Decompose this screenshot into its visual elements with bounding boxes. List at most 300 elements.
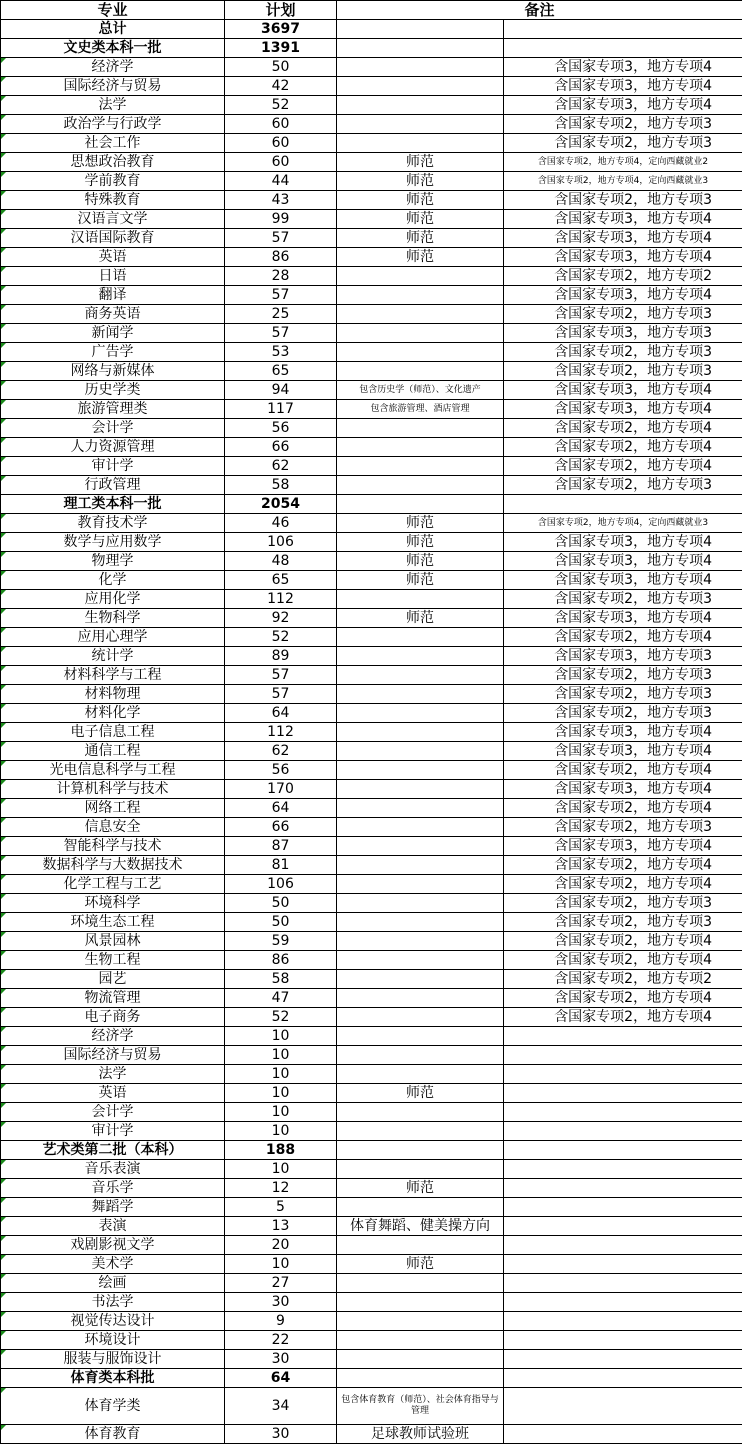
plan-cell: 94 <box>225 381 337 400</box>
sub-cell <box>337 685 504 704</box>
sub-cell: 师范 <box>337 571 504 590</box>
plan-cell: 50 <box>225 58 337 77</box>
major-cell: 总计 <box>1 20 225 39</box>
plan-cell: 89 <box>225 647 337 666</box>
sub-cell <box>337 799 504 818</box>
sub-cell <box>337 438 504 457</box>
plan-cell: 10 <box>225 1046 337 1065</box>
major-cell: 音乐学 <box>1 1179 225 1198</box>
major-cell: 新闻学 <box>1 324 225 343</box>
plan-cell: 66 <box>225 818 337 837</box>
major-cell: 英语 <box>1 1084 225 1103</box>
note-cell <box>504 1274 742 1293</box>
sub-cell <box>337 343 504 362</box>
plan-cell: 57 <box>225 286 337 305</box>
plan-cell: 44 <box>225 172 337 191</box>
plan-cell: 58 <box>225 970 337 989</box>
plan-cell: 56 <box>225 761 337 780</box>
header-row <box>1 1 742 20</box>
plan-cell: 10 <box>225 1160 337 1179</box>
plan-cell: 30 <box>225 1350 337 1369</box>
major-cell: 环境科学 <box>1 894 225 913</box>
major-cell: 法学 <box>1 1065 225 1084</box>
table-row <box>1 704 742 723</box>
sub-cell <box>337 1065 504 1084</box>
plan-cell: 53 <box>225 343 337 362</box>
sub-cell <box>337 20 504 39</box>
major-cell: 化学 <box>1 571 225 590</box>
table-row <box>1 1103 742 1122</box>
plan-cell: 1391 <box>225 39 337 58</box>
table-row <box>1 1331 742 1350</box>
plan-cell: 28 <box>225 267 337 286</box>
table-row <box>1 77 742 96</box>
plan-cell: 9 <box>225 1312 337 1331</box>
major-cell: 物流管理 <box>1 989 225 1008</box>
note-cell: 含国家专项2，地方专项3 <box>504 913 742 932</box>
note-cell: 含国家专项2，地方专项4 <box>504 628 742 647</box>
section-row <box>1 1141 742 1160</box>
note-cell <box>504 1236 742 1255</box>
note-cell: 含国家专项3，地方专项4 <box>504 229 742 248</box>
sub-cell: 师范 <box>337 210 504 229</box>
sub-cell <box>337 1198 504 1217</box>
sub-cell <box>337 723 504 742</box>
plan-cell: 64 <box>225 1369 337 1388</box>
table-row <box>1 837 742 856</box>
major-cell: 审计学 <box>1 1122 225 1141</box>
table-row <box>1 115 742 134</box>
note-cell: 含国家专项2，地方专项3 <box>504 115 742 134</box>
plan-cell: 52 <box>225 96 337 115</box>
plan-cell: 12 <box>225 1179 337 1198</box>
note-cell: 含国家专项3，地方专项4 <box>504 210 742 229</box>
table-row <box>1 799 742 818</box>
table-row <box>1 1046 742 1065</box>
table-row <box>1 1217 742 1236</box>
note-cell <box>504 1255 742 1274</box>
sub-cell: 师范 <box>337 191 504 210</box>
plan-cell: 10 <box>225 1103 337 1122</box>
major-cell: 材料物理 <box>1 685 225 704</box>
plan-cell: 46 <box>225 514 337 533</box>
major-cell: 审计学 <box>1 457 225 476</box>
table-row <box>1 343 742 362</box>
note-cell <box>504 1084 742 1103</box>
note-cell: 含国家专项3，地方专项3 <box>504 647 742 666</box>
major-cell: 书法学 <box>1 1293 225 1312</box>
major-cell: 舞蹈学 <box>1 1198 225 1217</box>
plan-cell: 60 <box>225 134 337 153</box>
plan-cell: 99 <box>225 210 337 229</box>
table-row <box>1 780 742 799</box>
note-cell: 含国家专项2，地方专项4 <box>504 989 742 1008</box>
note-cell: 含国家专项3，地方专项4 <box>504 286 742 305</box>
plan-cell: 62 <box>225 457 337 476</box>
note-cell: 含国家专项2，地方专项3 <box>504 666 742 685</box>
note-cell: 含国家专项2，地方专项4 <box>504 438 742 457</box>
note-cell: 含国家专项3，地方专项4 <box>504 609 742 628</box>
major-cell: 化学工程与工艺 <box>1 875 225 894</box>
table-row <box>1 248 742 267</box>
note-cell <box>504 39 742 58</box>
plan-cell: 25 <box>225 305 337 324</box>
note-cell <box>504 1198 742 1217</box>
plan-cell: 60 <box>225 115 337 134</box>
note-cell: 含国家专项2，地方专项2 <box>504 267 742 286</box>
sub-cell: 足球教师试验班 <box>337 1425 504 1444</box>
plan-cell: 57 <box>225 324 337 343</box>
table-row <box>1 666 742 685</box>
table-row <box>1 894 742 913</box>
major-cell: 社会工作 <box>1 134 225 153</box>
table-row <box>1 286 742 305</box>
major-cell: 历史学类 <box>1 381 225 400</box>
sub-cell <box>337 704 504 723</box>
sub-cell <box>337 1350 504 1369</box>
plan-cell: 86 <box>225 951 337 970</box>
plan-cell: 50 <box>225 913 337 932</box>
sub-cell: 包含体育教育（师范）、社会体育指导与管理 <box>337 1388 504 1425</box>
major-cell: 应用心理学 <box>1 628 225 647</box>
major-cell: 音乐表演 <box>1 1160 225 1179</box>
table-row <box>1 1312 742 1331</box>
table-row <box>1 723 742 742</box>
plan-cell: 64 <box>225 799 337 818</box>
major-cell: 生物科学 <box>1 609 225 628</box>
plan-cell: 47 <box>225 989 337 1008</box>
note-cell: 含国家专项3，地方专项4 <box>504 58 742 77</box>
note-cell <box>504 1065 742 1084</box>
note-cell: 含国家专项2，地方专项4 <box>504 419 742 438</box>
note-cell: 含国家专项3，地方专项4 <box>504 96 742 115</box>
sub-cell <box>337 1312 504 1331</box>
note-cell: 含国家专项2，地方专项3 <box>504 818 742 837</box>
sub-cell <box>337 286 504 305</box>
major-cell: 日语 <box>1 267 225 286</box>
table-row <box>1 875 742 894</box>
major-cell: 戏剧影视文学 <box>1 1236 225 1255</box>
sub-cell <box>337 1008 504 1027</box>
table-row <box>1 191 742 210</box>
table-row <box>1 1274 742 1293</box>
major-cell: 智能科学与技术 <box>1 837 225 856</box>
section-row <box>1 39 742 58</box>
plan-cell: 66 <box>225 438 337 457</box>
major-cell: 行政管理 <box>1 476 225 495</box>
table-row <box>1 438 742 457</box>
note-cell: 含国家专项2，地方专项4，定向西藏就业3 <box>504 514 742 533</box>
plan-cell: 59 <box>225 932 337 951</box>
table-row <box>1 153 742 172</box>
sub-cell <box>337 666 504 685</box>
major-cell: 学前教育 <box>1 172 225 191</box>
table-row <box>1 1350 742 1369</box>
note-cell <box>504 1350 742 1369</box>
plan-cell: 34 <box>225 1388 337 1425</box>
sub-cell <box>337 913 504 932</box>
table-row <box>1 1255 742 1274</box>
note-cell: 含国家专项3，地方专项4 <box>504 533 742 552</box>
table-row <box>1 1388 742 1425</box>
major-cell: 美术学 <box>1 1255 225 1274</box>
total-row <box>1 20 742 39</box>
sub-cell <box>337 1141 504 1160</box>
sub-cell <box>337 837 504 856</box>
table-row <box>1 381 742 400</box>
table-row <box>1 1160 742 1179</box>
section-row <box>1 1369 742 1388</box>
note-cell: 含国家专项2，地方专项4，定向西藏就业2 <box>504 153 742 172</box>
sub-cell <box>337 1274 504 1293</box>
note-cell: 含国家专项2，地方专项4 <box>504 932 742 951</box>
sub-cell <box>337 894 504 913</box>
plan-cell: 65 <box>225 362 337 381</box>
sub-cell <box>337 647 504 666</box>
major-cell: 经济学 <box>1 58 225 77</box>
sub-cell <box>337 1122 504 1141</box>
table-row <box>1 419 742 438</box>
major-cell: 思想政治教育 <box>1 153 225 172</box>
table-row <box>1 96 742 115</box>
header-plan: 计划 <box>225 1 337 20</box>
table-row <box>1 533 742 552</box>
sub-cell <box>337 932 504 951</box>
plan-cell: 81 <box>225 856 337 875</box>
note-cell <box>504 1425 742 1444</box>
note-cell: 含国家专项3，地方专项3 <box>504 324 742 343</box>
sub-cell <box>337 742 504 761</box>
sub-cell: 师范 <box>337 514 504 533</box>
note-cell: 含国家专项2，地方专项3 <box>504 191 742 210</box>
plan-cell: 87 <box>225 837 337 856</box>
major-cell: 网络工程 <box>1 799 225 818</box>
table-row <box>1 647 742 666</box>
note-cell: 含国家专项3，地方专项4 <box>504 837 742 856</box>
major-cell: 旅游管理类 <box>1 400 225 419</box>
table-row <box>1 628 742 647</box>
note-cell <box>504 1027 742 1046</box>
note-cell <box>504 1369 742 1388</box>
sub-cell: 师范 <box>337 552 504 571</box>
note-cell: 含国家专项3，地方专项4 <box>504 248 742 267</box>
plan-cell: 57 <box>225 229 337 248</box>
header-remark: 备注 <box>337 1 742 20</box>
note-cell: 含国家专项2，地方专项3 <box>504 134 742 153</box>
plan-cell: 30 <box>225 1425 337 1444</box>
table-row <box>1 1008 742 1027</box>
plan-cell: 92 <box>225 609 337 628</box>
table-row <box>1 761 742 780</box>
major-cell: 统计学 <box>1 647 225 666</box>
plan-cell: 62 <box>225 742 337 761</box>
sub-cell <box>337 305 504 324</box>
table-row <box>1 552 742 571</box>
note-cell: 含国家专项3，地方专项4 <box>504 552 742 571</box>
note-cell: 含国家专项3，地方专项4 <box>504 742 742 761</box>
sub-cell <box>337 1160 504 1179</box>
major-cell: 英语 <box>1 248 225 267</box>
note-cell: 含国家专项2，地方专项3 <box>504 685 742 704</box>
major-cell: 光电信息科学与工程 <box>1 761 225 780</box>
plan-cell: 10 <box>225 1084 337 1103</box>
note-cell: 含国家专项2，地方专项4 <box>504 799 742 818</box>
note-cell <box>504 1122 742 1141</box>
major-cell: 国际经济与贸易 <box>1 1046 225 1065</box>
note-cell: 含国家专项3，地方专项4 <box>504 400 742 419</box>
sub-cell <box>337 970 504 989</box>
table-row <box>1 1084 742 1103</box>
table-row <box>1 1198 742 1217</box>
sub-cell: 体育舞蹈、健美操方向 <box>337 1217 504 1236</box>
major-cell: 计算机科学与技术 <box>1 780 225 799</box>
major-cell: 电子商务 <box>1 1008 225 1027</box>
major-cell: 广告学 <box>1 343 225 362</box>
plan-cell: 30 <box>225 1293 337 1312</box>
table-row <box>1 818 742 837</box>
plan-cell: 10 <box>225 1122 337 1141</box>
plan-cell: 65 <box>225 571 337 590</box>
sub-cell <box>337 1103 504 1122</box>
plan-cell: 10 <box>225 1255 337 1274</box>
sub-cell <box>337 457 504 476</box>
major-cell: 文史类本科一批 <box>1 39 225 58</box>
major-cell: 应用化学 <box>1 590 225 609</box>
note-cell <box>504 495 742 514</box>
note-cell: 含国家专项2，地方专项3 <box>504 590 742 609</box>
major-cell: 数据科学与大数据技术 <box>1 856 225 875</box>
table-row <box>1 514 742 533</box>
section-row <box>1 495 742 514</box>
note-cell: 含国家专项3，地方专项4 <box>504 571 742 590</box>
table-row <box>1 951 742 970</box>
sub-cell <box>337 780 504 799</box>
sub-cell: 师范 <box>337 172 504 191</box>
sub-cell <box>337 58 504 77</box>
major-cell: 材料科学与工程 <box>1 666 225 685</box>
note-cell: 含国家专项2，地方专项4 <box>504 1008 742 1027</box>
table-row <box>1 1179 742 1198</box>
plan-cell: 48 <box>225 552 337 571</box>
major-cell: 法学 <box>1 96 225 115</box>
note-cell: 含国家专项2，地方专项4 <box>504 457 742 476</box>
sub-cell <box>337 362 504 381</box>
sub-cell <box>337 951 504 970</box>
sub-cell: 师范 <box>337 229 504 248</box>
plan-cell: 52 <box>225 1008 337 1027</box>
major-cell: 环境设计 <box>1 1331 225 1350</box>
table-row <box>1 1236 742 1255</box>
sub-cell <box>337 77 504 96</box>
note-cell: 含国家专项2，地方专项3 <box>504 704 742 723</box>
plan-cell: 13 <box>225 1217 337 1236</box>
major-cell: 人力资源管理 <box>1 438 225 457</box>
sub-cell <box>337 115 504 134</box>
note-cell <box>504 1046 742 1065</box>
note-cell: 含国家专项2，地方专项3 <box>504 362 742 381</box>
note-cell <box>504 1141 742 1160</box>
plan-cell: 64 <box>225 704 337 723</box>
major-cell: 政治学与行政学 <box>1 115 225 134</box>
note-cell <box>504 1293 742 1312</box>
sub-cell: 师范 <box>337 1179 504 1198</box>
major-cell: 园艺 <box>1 970 225 989</box>
sub-cell <box>337 134 504 153</box>
table-row <box>1 609 742 628</box>
sub-cell: 师范 <box>337 533 504 552</box>
plan-cell: 106 <box>225 875 337 894</box>
note-cell <box>504 1160 742 1179</box>
sub-cell <box>337 856 504 875</box>
plan-cell: 10 <box>225 1027 337 1046</box>
major-cell: 表演 <box>1 1217 225 1236</box>
table-row <box>1 58 742 77</box>
note-cell <box>504 1388 742 1425</box>
plan-cell: 43 <box>225 191 337 210</box>
note-cell <box>504 1312 742 1331</box>
sub-cell <box>337 761 504 780</box>
note-cell: 含国家专项2，地方专项3 <box>504 894 742 913</box>
plan-cell: 57 <box>225 685 337 704</box>
table-row <box>1 1122 742 1141</box>
major-cell: 商务英语 <box>1 305 225 324</box>
table-row <box>1 134 742 153</box>
plan-cell: 106 <box>225 533 337 552</box>
sub-cell <box>337 590 504 609</box>
sub-cell: 师范 <box>337 153 504 172</box>
major-cell: 教育技术学 <box>1 514 225 533</box>
major-cell: 网络与新媒体 <box>1 362 225 381</box>
plan-cell: 5 <box>225 1198 337 1217</box>
table-row <box>1 856 742 875</box>
sub-cell <box>337 419 504 438</box>
sub-cell: 包含历史学（师范）、文化遗产 <box>337 381 504 400</box>
plan-cell: 188 <box>225 1141 337 1160</box>
sub-cell: 师范 <box>337 1084 504 1103</box>
major-cell: 汉语言文学 <box>1 210 225 229</box>
plan-cell: 86 <box>225 248 337 267</box>
major-cell: 材料化学 <box>1 704 225 723</box>
plan-cell: 3697 <box>225 20 337 39</box>
note-cell: 含国家专项2，地方专项3 <box>504 343 742 362</box>
table-row <box>1 457 742 476</box>
note-cell <box>504 1103 742 1122</box>
sub-cell <box>337 267 504 286</box>
table-row <box>1 590 742 609</box>
note-cell: 含国家专项3，地方专项4 <box>504 723 742 742</box>
plan-cell: 60 <box>225 153 337 172</box>
sub-cell: 包含旅游管理、酒店管理 <box>337 400 504 419</box>
note-cell: 含国家专项2，地方专项3 <box>504 305 742 324</box>
table-row <box>1 305 742 324</box>
sub-cell <box>337 1331 504 1350</box>
sub-cell: 师范 <box>337 1255 504 1274</box>
plan-cell: 112 <box>225 590 337 609</box>
plan-cell: 56 <box>225 419 337 438</box>
note-cell: 含国家专项3，地方专项4 <box>504 381 742 400</box>
note-cell: 含国家专项2，地方专项4，定向西藏就业3 <box>504 172 742 191</box>
note-cell: 含国家专项3，地方专项4 <box>504 77 742 96</box>
plan-cell: 42 <box>225 77 337 96</box>
plan-cell: 20 <box>225 1236 337 1255</box>
sub-cell <box>337 96 504 115</box>
major-cell: 电子信息工程 <box>1 723 225 742</box>
plan-cell: 50 <box>225 894 337 913</box>
sub-cell: 师范 <box>337 248 504 267</box>
sub-cell <box>337 628 504 647</box>
table-row <box>1 989 742 1008</box>
major-cell: 会计学 <box>1 1103 225 1122</box>
